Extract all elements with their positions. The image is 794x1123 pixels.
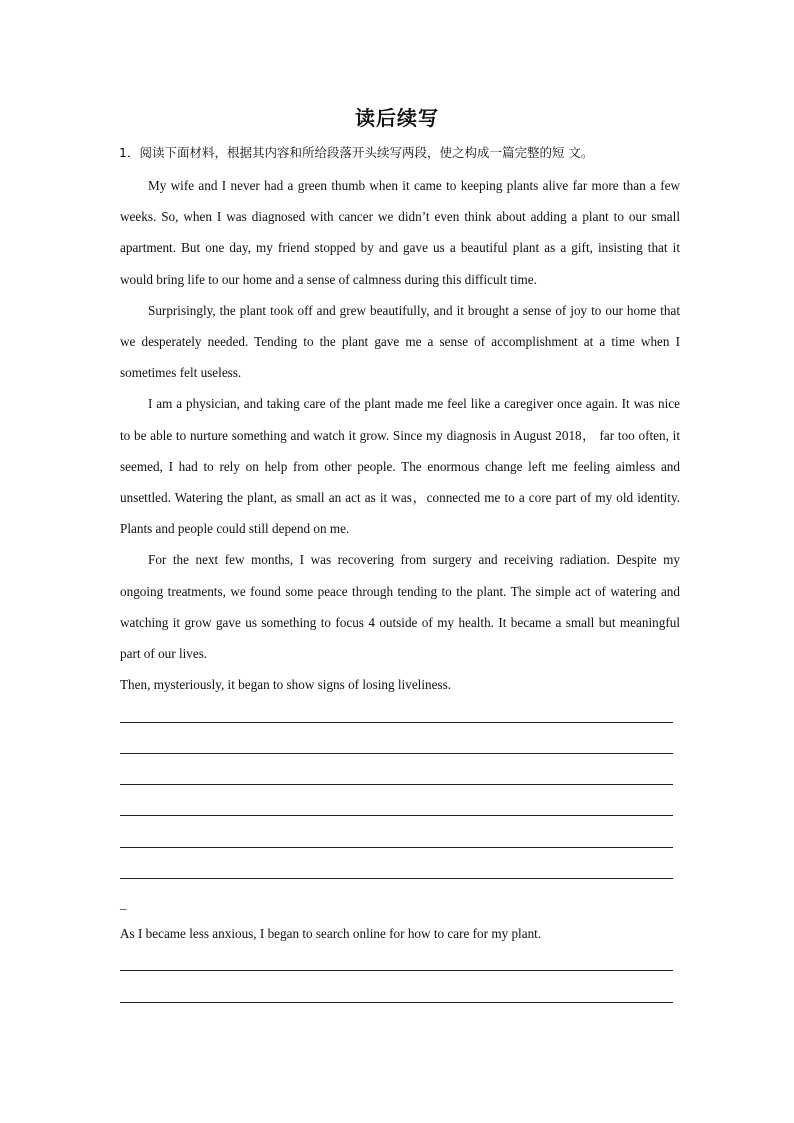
writing-line[interactable] [120,722,673,723]
continuation-prompt-1: Then, mysteriously, it began to show signs of losing liveliness. [120,677,452,693]
writing-line[interactable] [120,753,673,754]
writing-line[interactable] [120,1002,673,1003]
writing-line[interactable] [120,878,673,879]
reading-passage [120,170,680,700]
writing-line[interactable] [120,815,673,816]
continuation-prompt-2: As I became less anxious, I began to search online for how to care for my plant. [120,926,542,941]
passage-paragraph-3: I am a physician, and taking care of the plant made me feel like a caregiver once again. It was nice to be able to nurture something and watch it grow. Since my diagnosis in August 2018， far too often, it seemed, I had to rely on help from other people. The enormous change left me feeling aimless and unsettled. Watering the plant, as small an act as it was，connected me to a core part of my old identity. Plants and people could still depend on me. [120,396,680,537]
task-instruction: 1．阅读下面材料，根据其内容和所给段落开头续写两段，使之构成一篇完整的短 文。 [119,145,594,160]
writing-line[interactable] [120,970,673,971]
passage-paragraph-4: For the next few months, I was recovering from surgery and receiving radiation. Despite my ongoing treatments, we found some peace through tending to the plant. The simple act of watering and watching it grow gave us something to focus 4 outside of my health. It became a small but meaningful part of our lives. [120,552,680,662]
writing-line[interactable] [120,784,673,785]
passage-paragraph-2: Surprisingly, the plant took off and grew beautifully, and it brought a sense of joy to our home that we desperately needed. Tending to the plant gave me a sense of accomplishment at a time when I sometimes felt useless. [120,302,680,381]
dash-mark: _ [120,896,127,911]
writing-line[interactable] [120,847,673,848]
page-title: 读后续写 [355,106,439,130]
passage-paragraph-1: My wife and I never had a green thumb when it came to keeping plants alive far more than a few weeks. So, when I was diagnosed with cancer we didn’t even think about adding a plant to our small apartment. But one day, my friend stopped by and gave us a beautiful plant as a gift, insisting that it would bring life to our home and a sense of calmness during this difficult time. [120,178,680,287]
